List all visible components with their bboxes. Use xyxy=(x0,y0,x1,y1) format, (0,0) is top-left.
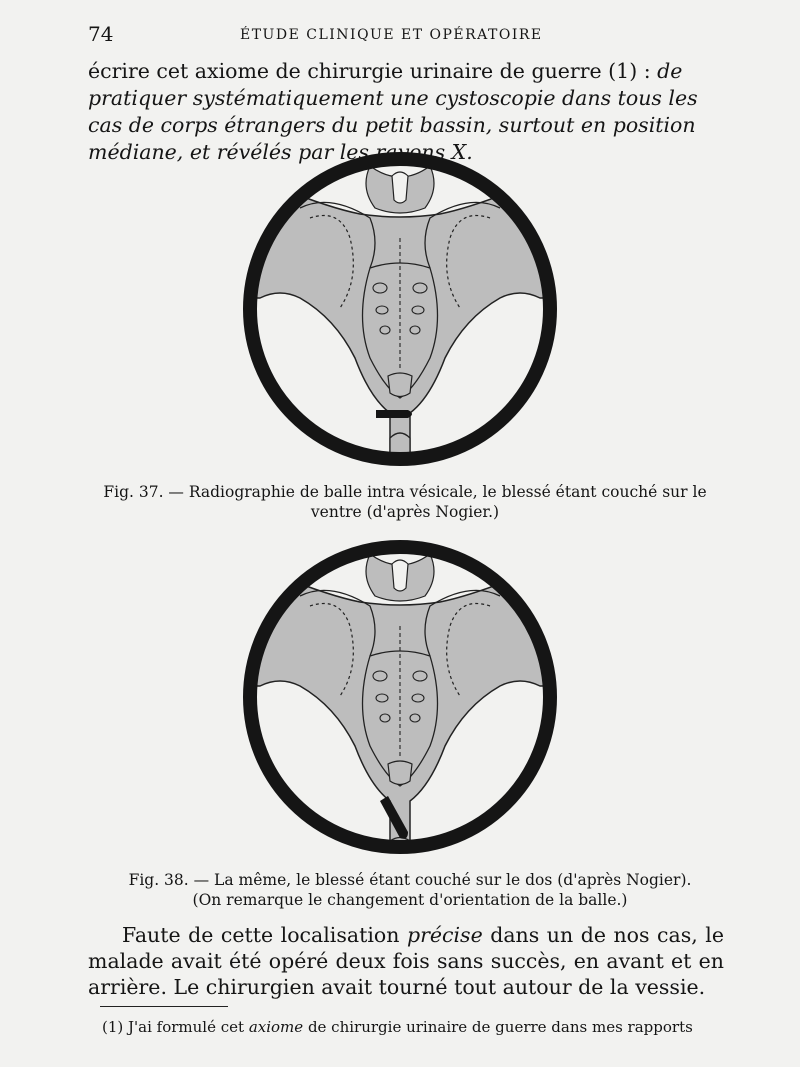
footnote-italic-text: axiome xyxy=(248,1018,304,1036)
figure-37-caption-line1: Fig. 37. — Radiographie de balle intra vésicale, le blessé étant couché sur le xyxy=(103,483,707,501)
body-paragraph xyxy=(88,922,724,1000)
body-text-2: dans un de nos cas, le malade avait été opéré deux fois sans succès, en avant et en arrière. Le chirurgien avait tourné tout autour de la vessie. xyxy=(88,923,724,999)
figure-37-caption-line2: ventre (d'après Nogier.) xyxy=(310,503,500,521)
footnote-text-2: de chirurgie urinaire de guerre dans mes rapports xyxy=(303,1018,693,1036)
body-text-1: Faute de cette localisation xyxy=(122,923,407,947)
footnote xyxy=(102,1018,722,1036)
footnote-text-1: (1) J'ai formulé cet xyxy=(102,1018,249,1036)
footnote-rule xyxy=(100,1006,228,1007)
figure-37-radiograph xyxy=(240,148,560,470)
intro-italic-text: de pratiquer systématiquement une cystoscopie dans tous les cas de corps étrangers du petit bassin, surtout en position médiane, et révélés par les rayons X. xyxy=(88,59,698,164)
figure-38-radiograph xyxy=(240,536,560,858)
intro-text: écrire cet axiome de chirurgie urinaire de guerre (1) : xyxy=(88,59,658,83)
body-italic-text: précise xyxy=(406,923,483,947)
figure-37-caption xyxy=(90,482,720,522)
running-title: ÉTUDE CLINIQUE ET OPÉRATOIRE xyxy=(240,27,543,43)
figure-38-caption xyxy=(120,870,700,910)
figure-38-caption-line2: (On remarque le changement d'orientation de la balle.) xyxy=(192,891,628,909)
figure-38-caption-line1: Fig. 38. — La même, le blessé étant couché sur le dos (d'après Nogier). xyxy=(128,871,692,889)
bullet-shape xyxy=(376,410,412,418)
page-number: 74 xyxy=(88,22,114,46)
